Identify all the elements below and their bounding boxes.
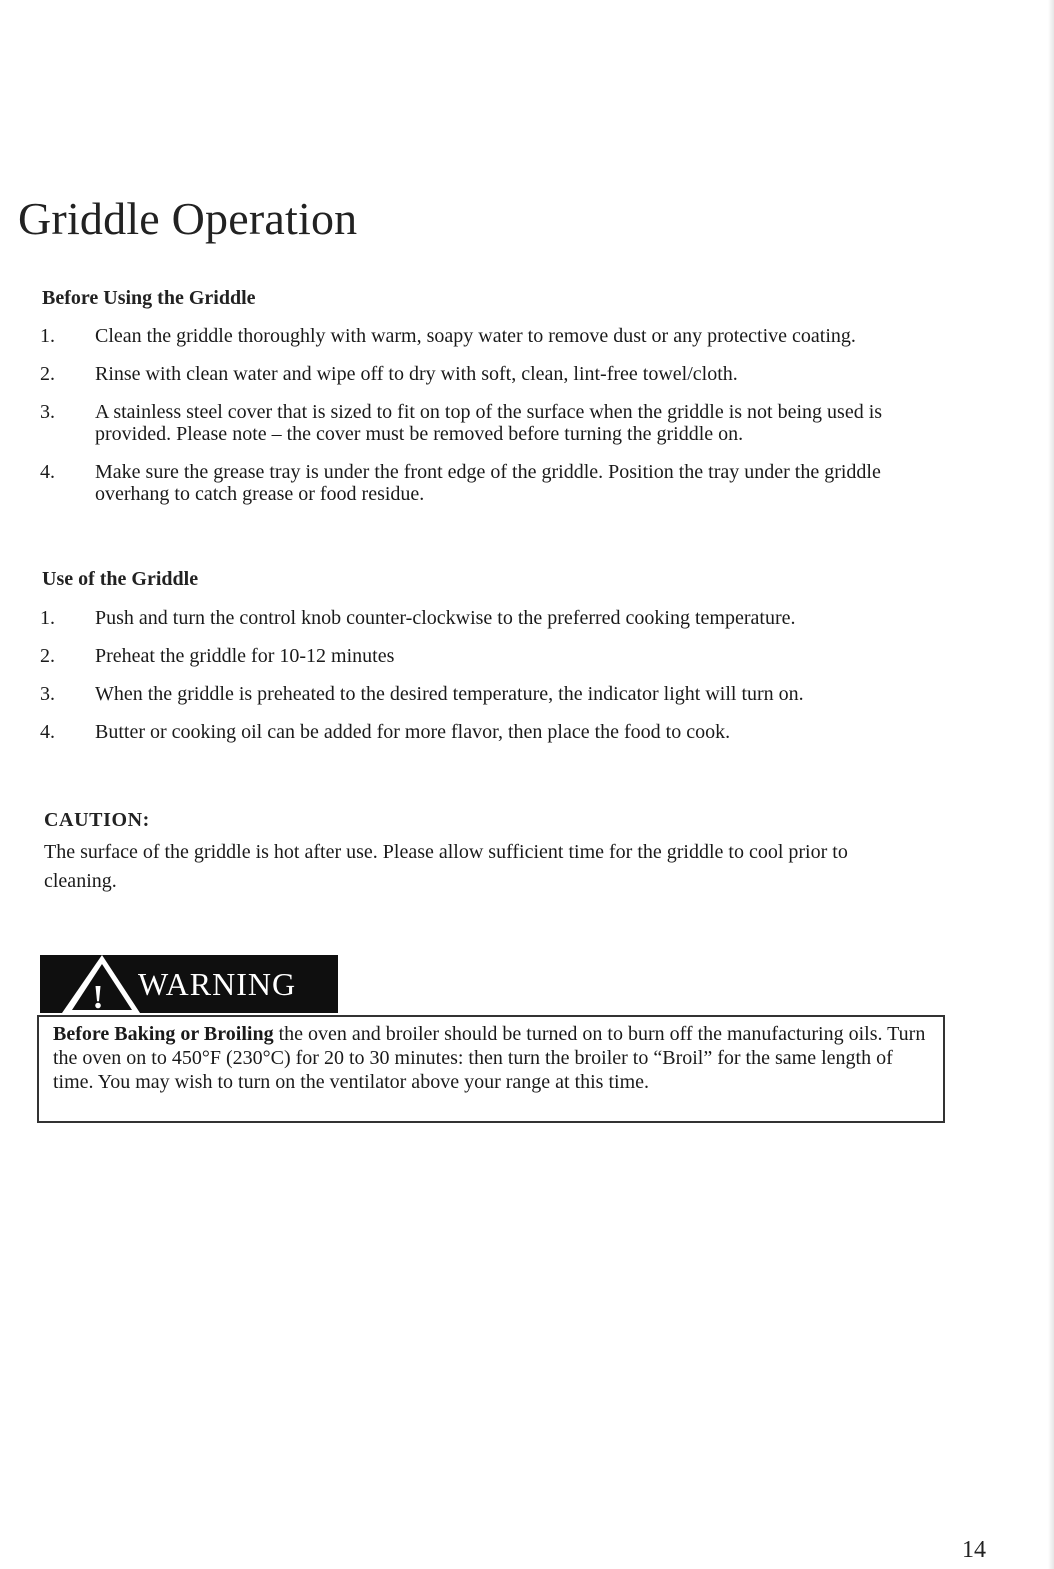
list-item <box>40 401 940 445</box>
item-text: Preheat the griddle for 10-12 minutes <box>95 645 395 667</box>
list-item <box>40 683 940 705</box>
item-text: When the griddle is preheated to the desired temperature, the indicator light will turn on. <box>95 683 804 705</box>
item-text: Rinse with clean water and wipe off to dry with soft, clean, lint-free towel/cloth. <box>95 363 738 385</box>
item-number: 2. <box>40 363 55 385</box>
list-item <box>40 645 940 667</box>
item-text: Butter or cooking oil can be added for more flavor, then place the food to cook. <box>95 721 731 743</box>
item-text: Push and turn the control knob counter-clockwise to the preferred cooking temperature. <box>95 607 796 629</box>
item-number: 4. <box>40 721 55 743</box>
item-number: 1. <box>40 325 55 347</box>
use-of-griddle-heading: Use of the Griddle <box>42 568 199 590</box>
list-item <box>40 607 940 629</box>
list-item <box>40 721 940 743</box>
list-item <box>40 461 940 505</box>
warning-lead: Before Baking or Broiling <box>53 1023 274 1045</box>
warning-triangle-icon <box>40 955 140 1013</box>
item-text: Make sure the grease tray is under the front edge of the griddle. Position the tray under the griddle overhang to catch grease or food residue. <box>95 461 881 505</box>
item-number: 1. <box>40 607 55 629</box>
use-of-griddle-list <box>40 607 940 759</box>
list-item <box>40 325 940 347</box>
warning-body: the oven and broiler should be turned on to burn off the manufacturing oils. Turn the oven on to 450°F (230°C) for 20 to 30 minutes: then turn the broiler to “Broil” for the same length of time. You may wish to turn on the ventilator above your range at this time. <box>53 1023 926 1093</box>
item-text: A stainless steel cover that is sized to fit on top of the surface when the griddle is not being used is provided. Please note – the cover must be removed before turning the griddle on. <box>95 401 883 445</box>
caution-label: CAUTION: <box>44 809 150 831</box>
list-item <box>40 363 940 385</box>
page-edge-shadow <box>1048 0 1054 1569</box>
warning-exclamation: ! <box>92 979 104 1013</box>
warning-badge <box>40 955 338 1013</box>
item-number: 4. <box>40 461 55 483</box>
item-number: 3. <box>40 683 55 705</box>
warning-text <box>53 1022 933 1094</box>
before-using-list <box>40 325 940 521</box>
warning-label: WARNING <box>138 966 297 1002</box>
page-title: Griddle Operation <box>18 193 358 244</box>
before-using-heading: Before Using the Griddle <box>42 287 256 309</box>
item-number: 3. <box>40 401 55 423</box>
item-number: 2. <box>40 645 55 667</box>
item-text: Clean the griddle thoroughly with warm, soapy water to remove dust or any protective coating. <box>95 325 856 347</box>
caution-text: The surface of the griddle is hot after use. Please allow sufficient time for the griddle to cool prior to cleaning. <box>44 841 848 892</box>
page-number: 14 <box>962 1537 986 1563</box>
